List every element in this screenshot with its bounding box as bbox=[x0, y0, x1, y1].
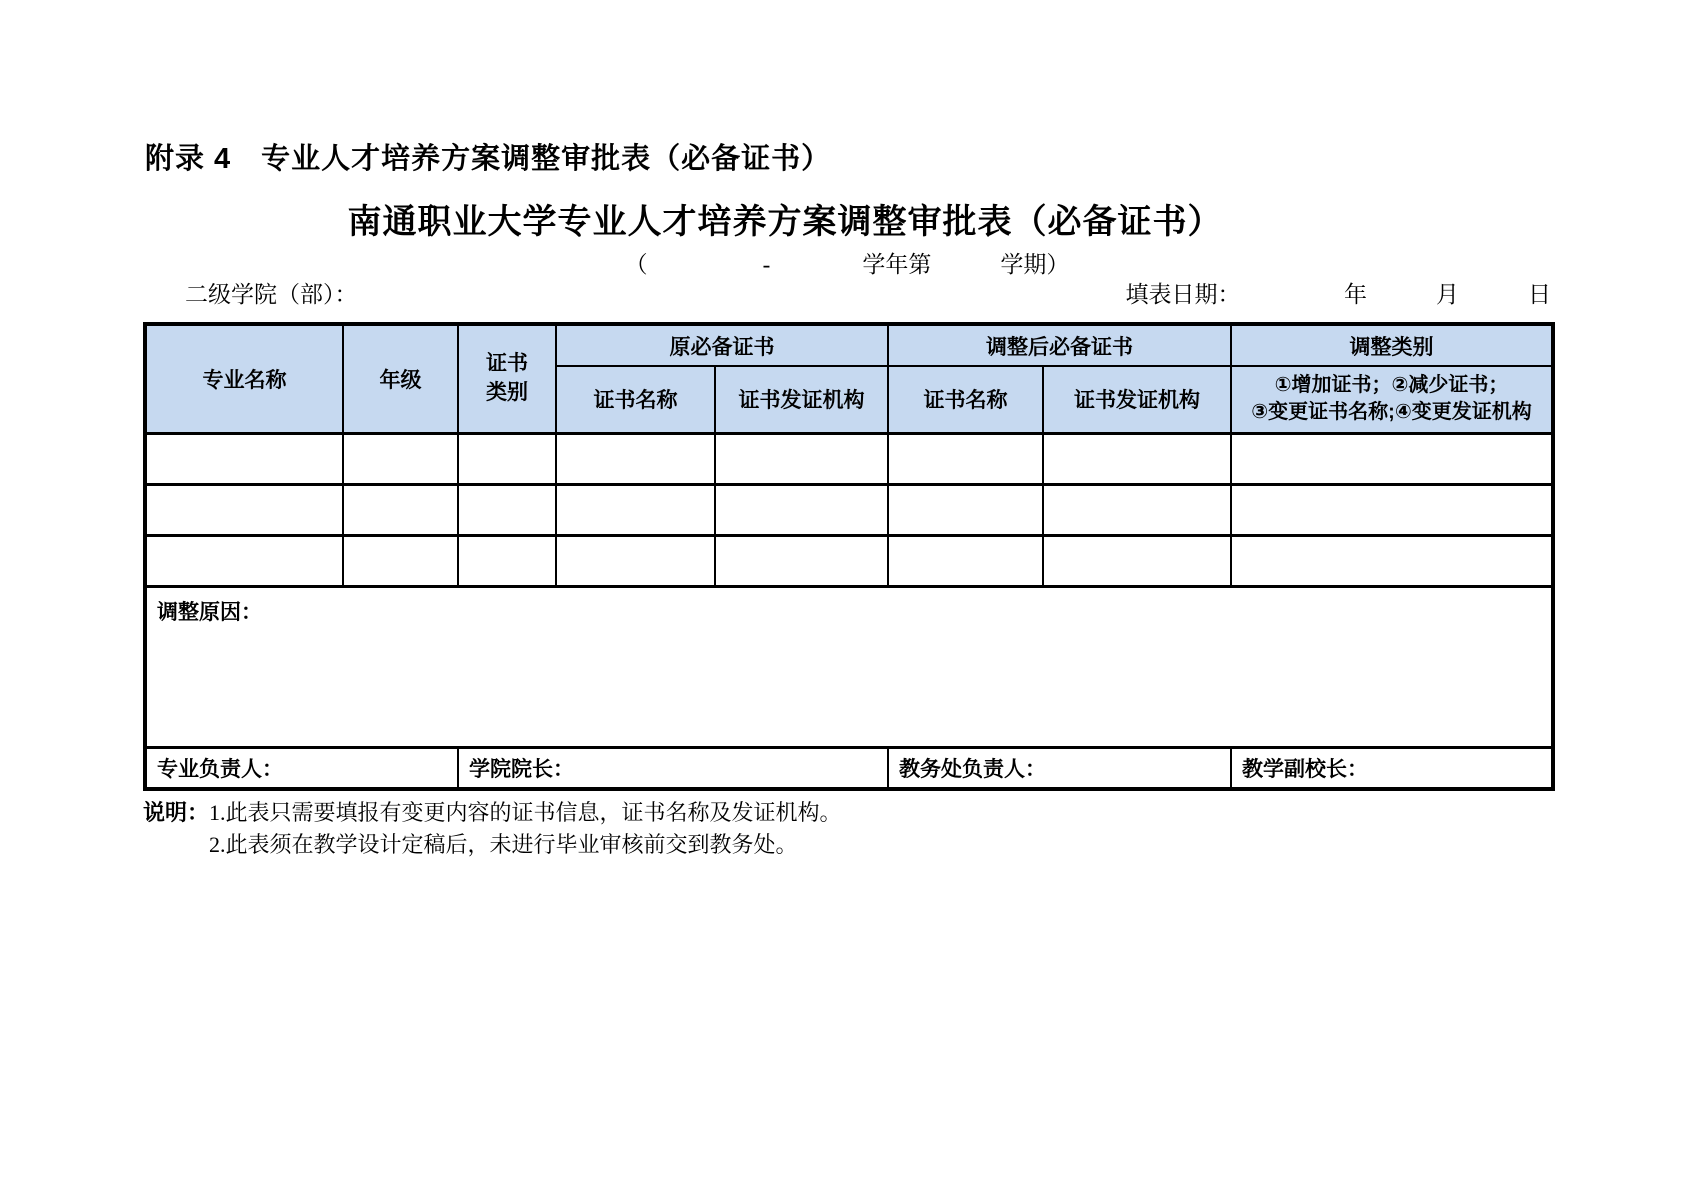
form-title: 南通职业大学专业人才培养方案调整审批表（必备证书） bbox=[347, 203, 1223, 241]
col-header-cert-category bbox=[458, 324, 556, 433]
col-header-grade: 年级 bbox=[343, 324, 458, 433]
empty-cell bbox=[1043, 535, 1231, 586]
empty-cell bbox=[458, 535, 556, 586]
col-header-original-cert-issuer: 证书发证机构 bbox=[715, 366, 888, 433]
empty-cell bbox=[343, 535, 458, 586]
adjust-reason-label: 调整原因： bbox=[157, 600, 262, 624]
signature-major-lead: 专业负责人： bbox=[145, 747, 458, 789]
empty-cell bbox=[1231, 484, 1553, 535]
col-header-adjust-options bbox=[1231, 366, 1553, 433]
col-group-adjusted-certs: 调整后必备证书 bbox=[888, 324, 1231, 366]
table-row bbox=[145, 433, 1553, 484]
signature-row bbox=[145, 747, 1553, 789]
col-header-adjust-category: 调整类别 bbox=[1231, 324, 1553, 366]
approval-table bbox=[143, 322, 1555, 791]
empty-cell bbox=[458, 484, 556, 535]
col-header-major: 专业名称 bbox=[145, 324, 343, 433]
empty-cell bbox=[145, 484, 343, 535]
table-row bbox=[145, 535, 1553, 586]
empty-cell bbox=[556, 484, 715, 535]
adjust-options-line2: ③变更证书名称;④变更发证机构 bbox=[1251, 401, 1532, 424]
header-group-row bbox=[145, 324, 1553, 366]
note-item-1: 1.此表只需要填报有变更内容的证书信息，证书名称及发证机构。 bbox=[209, 800, 842, 825]
empty-cell bbox=[343, 433, 458, 484]
empty-cell bbox=[715, 535, 888, 586]
empty-cell bbox=[145, 535, 343, 586]
cert-category-line2: 类别 bbox=[486, 380, 528, 404]
signature-vice-president: 教学副校长： bbox=[1231, 747, 1553, 789]
col-header-adjusted-cert-issuer: 证书发证机构 bbox=[1043, 366, 1231, 433]
cert-category-line1: 证书 bbox=[486, 352, 528, 376]
col-header-original-cert-name: 证书名称 bbox=[556, 366, 715, 433]
empty-cell bbox=[715, 484, 888, 535]
signature-college-dean: 学院院长： bbox=[458, 747, 888, 789]
adjust-options-line1: ①增加证书；②减少证书； bbox=[1274, 374, 1509, 397]
empty-cell bbox=[1231, 535, 1553, 586]
empty-cell bbox=[888, 433, 1043, 484]
col-group-original-certs: 原必备证书 bbox=[556, 324, 888, 366]
note-item-2: 2.此表须在教学设计定稿后，未进行毕业审核前交到教务处。 bbox=[209, 831, 798, 857]
empty-cell bbox=[888, 484, 1043, 535]
col-header-adjusted-cert-name: 证书名称 bbox=[888, 366, 1043, 433]
table-row bbox=[145, 484, 1553, 535]
notes-label: 说明： bbox=[143, 800, 210, 825]
form-subtitle: （ - 学年第 学期） bbox=[624, 252, 1070, 277]
adjust-reason-cell bbox=[145, 586, 1553, 747]
empty-cell bbox=[1043, 433, 1231, 484]
empty-cell bbox=[556, 535, 715, 586]
college-label: 二级学院（部）： bbox=[185, 282, 358, 307]
empty-cell bbox=[145, 433, 343, 484]
empty-cell bbox=[556, 433, 715, 484]
fill-date-line: 填表日期： 年 月 日 bbox=[1125, 282, 1551, 307]
empty-cell bbox=[888, 535, 1043, 586]
approval-table-wrap bbox=[143, 322, 1555, 791]
empty-cell bbox=[715, 433, 888, 484]
appendix-title: 附录 4 专业人才培养方案调整审批表（必备证书） bbox=[145, 143, 832, 175]
table-header bbox=[145, 324, 1553, 433]
empty-cell bbox=[1231, 433, 1553, 484]
empty-cell bbox=[458, 433, 556, 484]
notes-body bbox=[209, 797, 842, 861]
empty-cell bbox=[1043, 484, 1231, 535]
form-notes bbox=[143, 797, 1443, 861]
table-body bbox=[145, 433, 1553, 789]
empty-cell bbox=[343, 484, 458, 535]
signature-academic-affairs-head: 教务处负责人： bbox=[888, 747, 1231, 789]
reason-row bbox=[145, 586, 1553, 747]
form-info-line bbox=[143, 276, 1551, 309]
